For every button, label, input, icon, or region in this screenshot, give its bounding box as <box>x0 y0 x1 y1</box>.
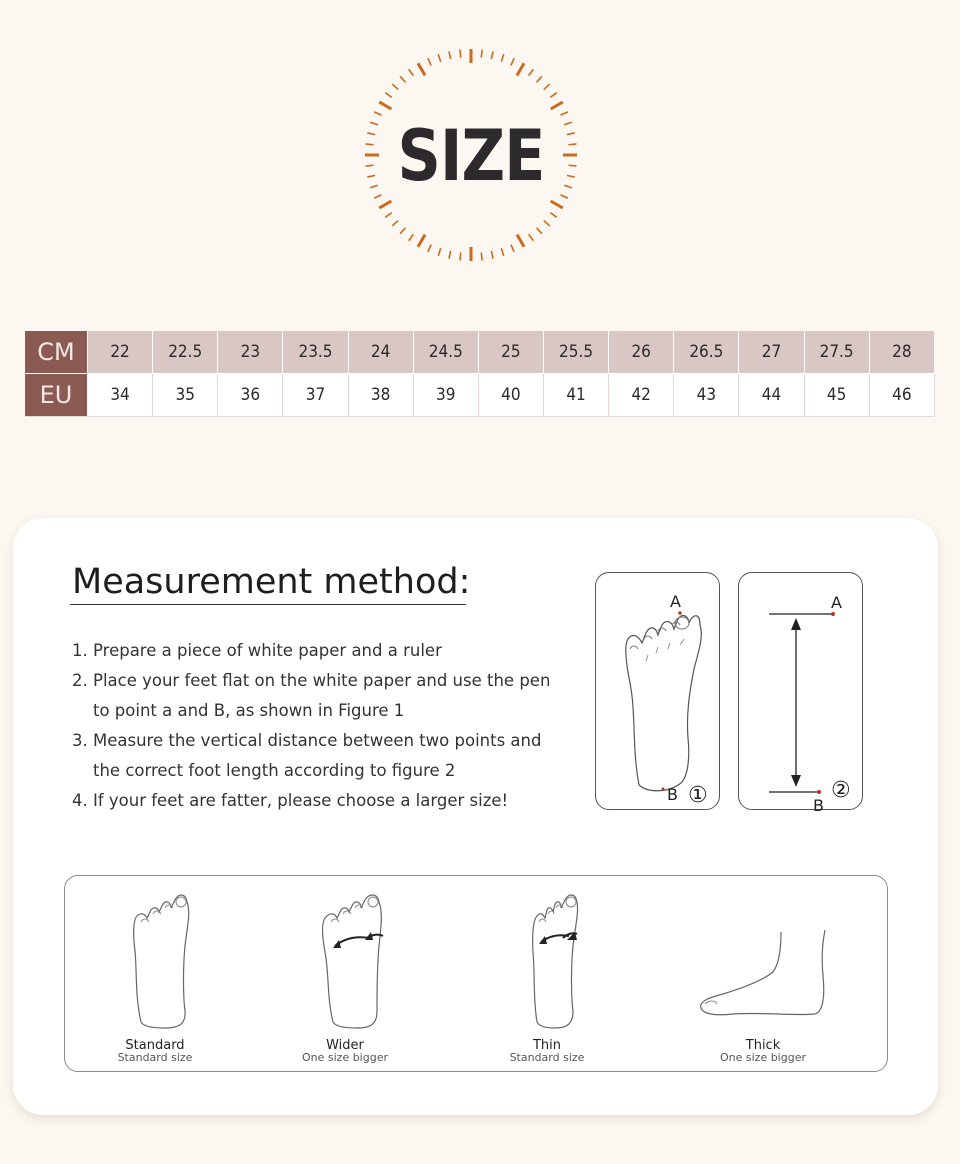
eu-row-label: EU <box>25 374 88 417</box>
badge-tick <box>367 133 375 135</box>
badge-tick <box>567 175 575 177</box>
measurement-method-title: Measurement method: <box>72 562 471 602</box>
eu-cell: 34 <box>88 374 153 417</box>
fig2-number: ② <box>831 778 851 803</box>
cm-cell: 22.5 <box>153 331 218 374</box>
cm-cell: 25 <box>478 331 543 374</box>
foot-type-note: One size bigger <box>719 1051 806 1064</box>
cm-cell: 24 <box>348 331 413 374</box>
eu-cell: 43 <box>674 374 739 417</box>
eu-cell: 39 <box>413 374 478 417</box>
foot-types-panel <box>64 875 888 1072</box>
fig2-point-a: A <box>831 593 842 612</box>
fig2-point-b: B <box>813 796 824 811</box>
measurement-steps-list <box>72 636 572 816</box>
eu-cell: 40 <box>478 374 543 417</box>
foot-type-note: Standard size <box>509 1051 585 1064</box>
foot-standard-icon <box>105 876 205 1036</box>
eu-cell: 45 <box>804 374 869 417</box>
eu-cell: 44 <box>739 374 804 417</box>
fig1-number: ① <box>688 783 708 808</box>
step-item: 4. If your feet are fatter, please choose a larger size! <box>72 791 509 810</box>
foot-type-thick <box>693 876 833 1073</box>
cm-cell: 23 <box>218 331 283 374</box>
foot-type-thin <box>497 876 597 1073</box>
eu-cell: 36 <box>218 374 283 417</box>
foot-type-note: Standard size <box>117 1051 193 1064</box>
eu-cell: 41 <box>543 374 608 417</box>
badge-tick <box>568 144 576 145</box>
cm-row <box>25 331 935 374</box>
foot-type-name: Standard <box>125 1038 185 1053</box>
foot-type-wider <box>295 876 395 1073</box>
step-item: 1. Prepare a piece of white paper and a ruler <box>72 641 442 660</box>
step-item: 3. Measure the vertical distance between two points and the correct foot length according to figure 2 <box>72 731 542 780</box>
size-chart-table <box>25 331 935 417</box>
cm-cell: 28 <box>869 331 934 374</box>
badge-tick <box>567 133 575 135</box>
fig1-point-b: B <box>667 785 678 804</box>
cm-cell: 27.5 <box>804 331 869 374</box>
badge-tick <box>367 175 375 177</box>
size-title: SIZE <box>397 115 545 197</box>
eu-cell: 38 <box>348 374 413 417</box>
foot-thick-icon <box>693 876 833 1036</box>
foot-wider-icon <box>295 876 395 1036</box>
cm-cell: 23.5 <box>283 331 348 374</box>
cm-cell: 25.5 <box>543 331 608 374</box>
badge-tick <box>366 165 374 166</box>
foot-type-note: One size bigger <box>301 1051 388 1064</box>
foot-type-name: Wider <box>326 1038 364 1053</box>
foot-type-standard <box>105 876 205 1073</box>
measure-arrow-icon <box>739 573 864 811</box>
cm-cell: 26.5 <box>674 331 739 374</box>
fig1-point-a: A <box>670 592 681 611</box>
figure-2-length-diagram <box>738 572 863 810</box>
size-badge <box>360 44 582 266</box>
title-underline <box>70 604 466 605</box>
cm-cell: 22 <box>88 331 153 374</box>
cm-cell: 26 <box>609 331 674 374</box>
badge-tick <box>568 165 576 166</box>
cm-row-label: CM <box>25 331 88 374</box>
foot-outline-icon <box>596 573 721 811</box>
step-item: 2. Place your feet flat on the white paper and use the pen to point a and B, as shown in Figure 1 <box>72 671 551 720</box>
eu-row <box>25 374 935 417</box>
figure-1-foot-outline <box>595 572 720 810</box>
eu-cell: 37 <box>283 374 348 417</box>
eu-cell: 46 <box>869 374 934 417</box>
badge-tick <box>366 144 374 145</box>
foot-thin-icon <box>497 876 597 1036</box>
eu-cell: 42 <box>609 374 674 417</box>
eu-cell: 35 <box>153 374 218 417</box>
foot-type-name: Thick <box>745 1038 781 1053</box>
cm-cell: 27 <box>739 331 804 374</box>
cm-cell: 24.5 <box>413 331 478 374</box>
foot-type-name: Thin <box>532 1038 562 1053</box>
